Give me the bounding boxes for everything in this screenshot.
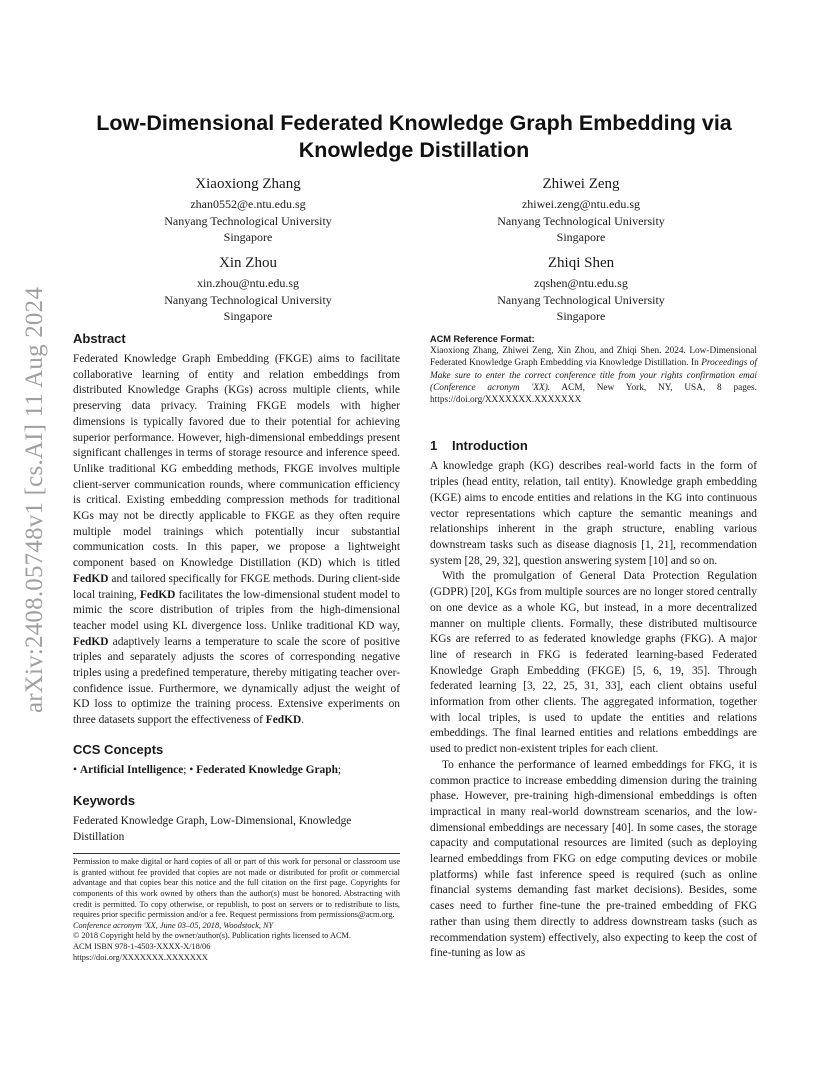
author-email: zhan0552@e.ntu.edu.sg	[190, 197, 306, 211]
title-line-1: Low-Dimensional Federated Knowledge Graph Embedding via	[96, 111, 732, 135]
author-email: xin.zhou@ntu.edu.sg	[196, 276, 300, 290]
paper-title	[60, 110, 768, 164]
acm-reference-heading: ACM Reference Format:	[430, 334, 535, 344]
permission-text: Permission to make digital or hard copies of all or part of this work for personal or classroom use is granted without fee provided that copies are not made or distributed for profit or commercial advantage and that copies bear this notice and the full citation on the first page. Copyrights for components of this work owned by others than the author(s) must be honored. Abstracting with credit is permitted. To copy otherwise, or republish, to post on servers or to redistribute to lists, requires prior specific permission and/or a fee. Request permissions from permissions@acm.org.	[73, 857, 400, 920]
arxiv-side-stamp	[20, 260, 50, 740]
abstract-text	[73, 352, 400, 729]
intro-paragraph-2: With the promulgation of General Data Protection Regulation (GDPR) [20], KGs from multiple sources are no longer stored centrally on one device as a whole KG, but instead, in a more decentralized manner on multiple clients. Formally, these distributed multisource KGs are referred to as federated knowledge graphs (FKG). A major line of research in FKG is federated learning-based Federated Knowledge Graph Embedding (FKGE) [5, 6, 19, 35]. Through federated learning [3, 22, 25, 31, 33], each client obtains useful information from other clients. The aggregated information, together with local triples, is used to update the entities and relations embeddings. The final learned entities and relations embeddings are used to predict non-existent triples for each client.	[430, 570, 757, 756]
ccs-separator: ;	[183, 763, 190, 776]
acm-reference-proceedings: Proceedings of Make sure to enter the correct conference title from your rights confirmation emai (Conference acronym 'XX).	[430, 358, 757, 393]
ccs-bullet: •	[73, 763, 77, 776]
conference-line: Conference acronym 'XX, June 03–05, 2018, Woodstock, NY	[73, 920, 274, 930]
abstract-heading: Abstract	[73, 331, 126, 346]
author-affiliation: Nanyang Technological University	[497, 292, 665, 307]
author-affiliation: Nanyang Technological University	[164, 213, 332, 228]
ccs-item: Artificial Intelligence	[79, 763, 184, 776]
permission-notice	[73, 857, 400, 963]
author-block-3	[98, 253, 398, 325]
right-column	[430, 333, 757, 962]
author-name: Zhiwei Zeng	[542, 176, 620, 192]
author-name: Xin Zhou	[219, 255, 277, 271]
author-email: zqshen@ntu.edu.sg	[534, 276, 628, 290]
fedkd-term: FedKD	[139, 588, 176, 601]
copyright-line: © 2018 Copyright held by the owner/author(s). Publication rights licensed to ACM.	[73, 931, 351, 941]
acm-reference-part-2: ACM, New York, NY, USA, 8 pages. https://doi.org/XXXXXXX.XXXXXXX	[430, 382, 757, 406]
abstract-part-1: Federated Knowledge Graph Embedding (FKGE) aims to facilitate collaborative learning of entity and relation embeddings from distributed Knowledge Graphs (KGs) across multiple clients, while preserving data privacy. Training FKGE models with higher dimensions is typically favored due to their potential for achieving superior performance. However, high-dimensional embeddings present significant challenges in terms of storage resource and inference speed. Unlike traditional KG embedding methods, FKGE involves multiple client-server communication rounds, where communication efficiency is critical. Existing embedding compression methods for traditional KGs may not be directly applicable to FKGE as they often require multiple model trainings which potentially incur substantial communication costs. In this paper, we propose a lightweight component based on Knowledge Distillation (KD) which is titled	[73, 353, 400, 570]
acm-reference-text	[430, 345, 757, 406]
author-name: Xiaoxiong Zhang	[195, 176, 301, 192]
author-country: Singapore	[223, 230, 273, 244]
author-block-4	[431, 253, 731, 325]
arxiv-identifier: arXiv:2408.05748v1 [cs.AI] 11 Aug 2024	[21, 286, 49, 714]
fedkd-term: FedKD	[73, 635, 109, 648]
author-affiliation: Nanyang Technological University	[497, 213, 665, 228]
author-country: Singapore	[556, 230, 606, 244]
author-country: Singapore	[556, 309, 606, 323]
acm-reference-part-1: Xiaoxiong Zhang, Zhiwei Zeng, Xin Zhou, and Zhiqi Shen. 2024. Low-Dimensional Federated Knowledge Graph Embedding via Knowledge Distillation. In	[430, 346, 757, 369]
intro-paragraph-1: A knowledge graph (KG) describes real-world facts in the form of triples (head entity, relation, tail entity). Knowledge graph embedding (KGE) aims to encode entities and relations in the KG into continuous vector representations which capture the semantic meanings and relationships inherent in the graph structure, enabling various downstream tasks such as disease diagnosis [1, 21], recommendation system [28, 29, 32], question answering system [10] and so on.	[430, 460, 757, 567]
footnote-rule	[73, 853, 400, 854]
author-email: zhiwei.zeng@ntu.edu.sg	[521, 197, 641, 211]
intro-paragraph-3: To enhance the performance of learned embeddings for FKG, it is common practice to increase embedding dimension during the training phase. However, pre-training high-dimensional embeddings is often impractical in many real-world downstream scenarios, and the low-dimensional embeddings are necessary [40]. In some cases, the storage capacity and computational resources are limited (such as deploying learned embeddings from FKG on edge computing devices or mobile platforms) while fast inference speed is required (such as online financial systems demanding fast market decisions). Besides, some cases need to further fine-tune the pre-trained embedding of FKG rather than using them directly to address downstream tasks (such as recommendation system) effectively, also expecting to keep the cost of fine-tuning as low as	[430, 758, 757, 960]
fedkd-term: FedKD	[73, 572, 109, 585]
author-affiliation: Nanyang Technological University	[164, 292, 332, 307]
author-name: Zhiqi Shen	[547, 255, 615, 271]
introduction-heading	[430, 437, 757, 455]
abstract-part-3: facilitates the low-dimensional student model to mimic the score distribution of triples from the high-dimensional teacher model using KL divergence loss. Unlike traditional KD way,	[73, 588, 400, 632]
ccs-item: Federated Knowledge Graph	[196, 763, 338, 776]
doi-line: https://doi.org/XXXXXXX.XXXXXXX	[73, 952, 208, 962]
author-block-1	[98, 174, 398, 246]
author-block-2	[431, 174, 731, 246]
section-number: 1	[430, 438, 438, 454]
title-line-2: Knowledge Distillation	[298, 138, 530, 162]
abstract-part-4: adaptively learns a temperature to scale the score of positive triples and separately adjusts the scores of corresponding negative triples using a predefined temperature, thereby mitigating teacher over-confidence issue. Furthermore, we dynamically adjust the weight of KD loss to optimize the training process. Extensive experiments on three datasets support the effectiveness of	[73, 635, 400, 727]
section-title: Introduction	[452, 438, 528, 454]
ccs-heading: CCS Concepts	[73, 741, 164, 757]
ccs-concepts	[73, 763, 400, 778]
ccs-end: ;	[337, 763, 342, 776]
keywords-text: Federated Knowledge Graph, Low-Dimensional, Knowledge Distillation	[73, 814, 352, 843]
left-column	[73, 330, 400, 963]
author-country: Singapore	[223, 309, 273, 323]
isbn-line: ACM ISBN 978-1-4503-XXXX-X/18/06	[73, 942, 211, 952]
fedkd-term: FedKD	[265, 714, 302, 727]
keywords-heading: Keywords	[73, 792, 136, 808]
ccs-bullet: •	[189, 763, 194, 776]
abstract-part-5: .	[301, 714, 305, 727]
abstract-part-2: and tailored specifically for FKGE methods. During client-side local training,	[73, 572, 400, 601]
